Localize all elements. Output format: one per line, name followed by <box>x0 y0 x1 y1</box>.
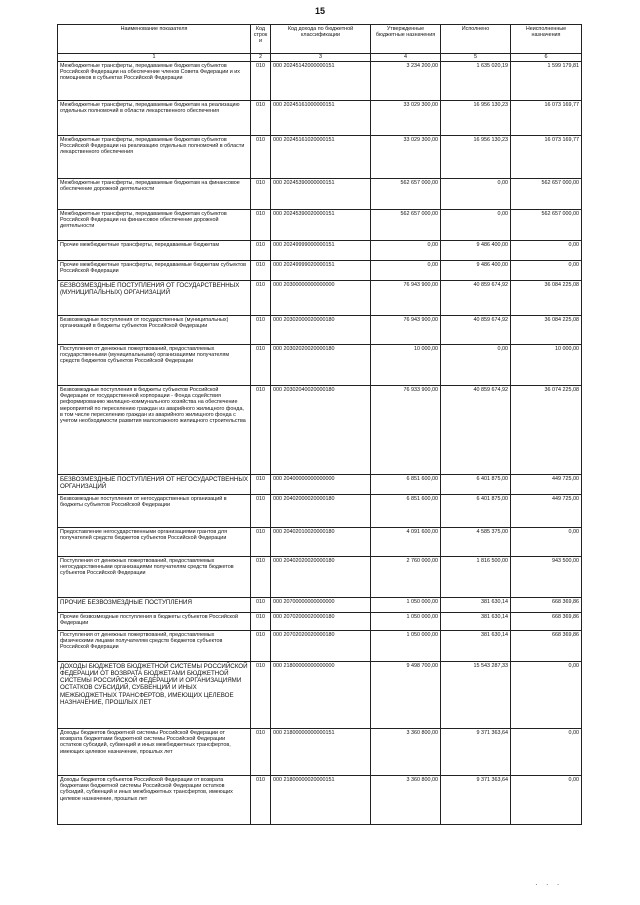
row-unexecuted: 449 725,00 <box>511 475 582 495</box>
table-row <box>58 613 582 631</box>
row-approved: 3 234 200,00 <box>371 62 441 101</box>
row-approved: 76 943 900,00 <box>371 316 441 345</box>
table-row <box>58 62 582 101</box>
row-name: Доходы бюджетов субъектов Российской Федерации от возврата бюджетами бюджетной системы Российской Федерации остатков субсидий, субвенций и иных межбюджетных трансфертов, имеющих целевое назначение, прошлых лет <box>58 776 251 825</box>
row-executed: 40 859 674,92 <box>441 386 511 475</box>
row-kbk: 000 20302000020000180 <box>271 316 371 345</box>
row-executed: 4 585 375,00 <box>441 528 511 557</box>
row-name: Межбюджетные трансферты, передаваемые бюджетам субъектов Российской Федерации на обеспечение членов Совета Федерации и их помощников в субъектах Российской Федерации <box>58 62 251 101</box>
row-code: 010 <box>251 662 271 729</box>
row-kbk: 000 20402020020000180 <box>271 557 371 598</box>
row-kbk: 000 20245390000000151 <box>271 179 371 210</box>
row-executed: 40 859 674,92 <box>441 281 511 316</box>
header-executed: Исполнено <box>441 25 511 54</box>
row-kbk: 000 20245390020000151 <box>271 210 371 241</box>
table-row <box>58 136 582 179</box>
table-row <box>58 776 582 825</box>
row-executed: 1 816 500,00 <box>441 557 511 598</box>
row-unexecuted: 10 000,00 <box>511 345 582 386</box>
row-name: Межбюджетные трансферты, передаваемые бюджетам субъектов Российской Федерации на реализацию отдельных полномочий в области лекарственного обеспечения <box>58 136 251 179</box>
col-num-6: 6 <box>511 54 582 62</box>
row-unexecuted: 668 369,86 <box>511 631 582 662</box>
row-executed: 6 401 875,00 <box>441 495 511 528</box>
table-row <box>58 631 582 662</box>
row-code: 010 <box>251 345 271 386</box>
table-body <box>58 62 582 825</box>
row-unexecuted: 562 657 000,00 <box>511 179 582 210</box>
row-unexecuted: 0,00 <box>511 776 582 825</box>
row-approved: 0,00 <box>371 261 441 281</box>
row-executed: 381 630,14 <box>441 598 511 613</box>
table-row <box>58 281 582 316</box>
row-approved: 76 933 900,00 <box>371 386 441 475</box>
row-kbk: 000 20245142000000151 <box>271 62 371 101</box>
row-kbk: 000 20702020020000180 <box>271 631 371 662</box>
row-name: БЕЗВОЗМЕЗДНЫЕ ПОСТУПЛЕНИЯ ОТ ГОСУДАРСТВЕННЫХ (МУНИЦИПАЛЬНЫХ) ОРГАНИЗАЦИЙ <box>58 281 251 316</box>
row-name: Безвозмездные поступления в бюджеты субъектов Российской Федерации от государственной корпорации - Фонда содействия реформированию жилищно-коммунального хозяйства на обеспечение мероприятий по переселению граждан из аварийного жилищного фонда, в том числе переселению граждан из аварийного жилищного фонда с учетом необходимости развития малоэтажного жилищного строительства <box>58 386 251 475</box>
row-kbk: 000 21800000000000000 <box>271 662 371 729</box>
row-executed: 0,00 <box>441 179 511 210</box>
row-unexecuted: 36 084 225,08 <box>511 316 582 345</box>
row-code: 010 <box>251 557 271 598</box>
row-executed: 381 630,14 <box>441 631 511 662</box>
row-unexecuted: 0,00 <box>511 729 582 776</box>
table-row <box>58 475 582 495</box>
row-unexecuted: 943 500,00 <box>511 557 582 598</box>
row-code: 010 <box>251 613 271 631</box>
row-code: 010 <box>251 528 271 557</box>
row-approved: 1 050 000,00 <box>371 631 441 662</box>
table-row <box>58 557 582 598</box>
table-row <box>58 528 582 557</box>
row-unexecuted: 16 073 169,77 <box>511 101 582 136</box>
col-num-5: 5 <box>441 54 511 62</box>
row-approved: 3 360 800,00 <box>371 776 441 825</box>
row-unexecuted: 36 084 225,08 <box>511 281 582 316</box>
row-unexecuted: 562 657 000,00 <box>511 210 582 241</box>
row-approved: 76 943 900,00 <box>371 281 441 316</box>
row-name: Безвозмездные поступления от негосударственных организаций в бюджеты субъектов Российской Федерации <box>58 495 251 528</box>
row-name: Межбюджетные трансферты, передаваемые бюджетам на финансовое обеспечение дорожной деятельности <box>58 179 251 210</box>
row-unexecuted: 668 369,86 <box>511 598 582 613</box>
row-executed: 15 543 287,33 <box>441 662 511 729</box>
row-code: 010 <box>251 241 271 261</box>
row-executed: 6 401 875,00 <box>441 475 511 495</box>
header-row <box>58 25 582 54</box>
row-kbk: 000 20302020020000180 <box>271 345 371 386</box>
row-approved: 9 498 700,00 <box>371 662 441 729</box>
row-code: 010 <box>251 495 271 528</box>
header-name: Наименование показателя <box>58 25 251 54</box>
row-approved: 10 000,00 <box>371 345 441 386</box>
row-kbk: 000 20700000000000000 <box>271 598 371 613</box>
table-row <box>58 662 582 729</box>
table-row <box>58 101 582 136</box>
row-approved: 6 851 600,00 <box>371 495 441 528</box>
row-unexecuted: 1 599 179,81 <box>511 62 582 101</box>
row-name: ДОХОДЫ БЮДЖЕТОВ БЮДЖЕТНОЙ СИСТЕМЫ РОССИЙСКОЙ ФЕДЕРАЦИИ ОТ ВОЗВРАТА БЮДЖЕТАМИ БЮДЖЕТНОЙ СИСТЕМЫ РОССИЙСКОЙ ФЕДЕРАЦИИ И ОРГАНИЗАЦИЯМИ ОСТАТКОВ СУБСИДИЙ, СУБВЕНЦИЙ И ИНЫХ МЕЖБЮДЖЕТНЫХ ТРАНСФЕРТОВ, ИМЕЮЩИХ ЦЕЛЕВОЕ НАЗНАЧЕНИЕ, ПРОШЛЫХ ЛЕТ <box>58 662 251 729</box>
row-executed: 0,00 <box>441 345 511 386</box>
table-row <box>58 386 582 475</box>
col-num-1: 1 <box>58 54 251 62</box>
table-row <box>58 179 582 210</box>
row-unexecuted: 0,00 <box>511 528 582 557</box>
row-unexecuted: 0,00 <box>511 261 582 281</box>
row-code: 010 <box>251 729 271 776</box>
row-kbk: 000 21800000000000151 <box>271 729 371 776</box>
row-executed: 9 371 363,64 <box>441 729 511 776</box>
row-kbk: 000 21800000020000151 <box>271 776 371 825</box>
table-row <box>58 729 582 776</box>
row-name: Прочие безвозмездные поступления в бюджеты субъектов Российской Федерации <box>58 613 251 631</box>
row-name: Межбюджетные трансферты, передаваемые бюджетам субъектов Российской Федерации на финансовое обеспечение дорожной деятельности <box>58 210 251 241</box>
row-code: 010 <box>251 281 271 316</box>
row-approved: 1 050 000,00 <box>371 613 441 631</box>
row-code: 010 <box>251 776 271 825</box>
row-name: Безвозмездные поступления от государственных (муниципальных) организаций в бюджеты субъектов Российской Федерации <box>58 316 251 345</box>
row-approved: 2 760 000,00 <box>371 557 441 598</box>
row-approved: 1 050 000,00 <box>371 598 441 613</box>
row-code: 010 <box>251 386 271 475</box>
header-unexecuted: Неисполненные назначения <box>511 25 582 54</box>
row-kbk: 000 20249999020000151 <box>271 261 371 281</box>
row-unexecuted: 0,00 <box>511 241 582 261</box>
row-code: 010 <box>251 261 271 281</box>
row-name: ПРОЧИЕ БЕЗВОЗМЕЗДНЫЕ ПОСТУПЛЕНИЯ <box>58 598 251 613</box>
row-kbk: 000 20302040020000180 <box>271 386 371 475</box>
col-num-4: 4 <box>371 54 441 62</box>
table-row <box>58 210 582 241</box>
page-number: 15 <box>314 6 325 16</box>
row-unexecuted: 0,00 <box>511 662 582 729</box>
table-row <box>58 345 582 386</box>
row-code: 010 <box>251 631 271 662</box>
row-approved: 33 029 300,00 <box>371 136 441 179</box>
row-executed: 16 956 130,23 <box>441 101 511 136</box>
row-kbk: 000 20249999000000151 <box>271 241 371 261</box>
row-approved: 6 851 600,00 <box>371 475 441 495</box>
row-executed: 9 486 400,00 <box>441 261 511 281</box>
row-code: 010 <box>251 179 271 210</box>
row-executed: 381 630,14 <box>441 613 511 631</box>
row-kbk: 000 20400000000000000 <box>271 475 371 495</box>
row-kbk: 000 20402000020000180 <box>271 495 371 528</box>
table-row <box>58 241 582 261</box>
row-executed: 16 956 130,23 <box>441 136 511 179</box>
table-row <box>58 316 582 345</box>
row-kbk: 000 20245161020000151 <box>271 136 371 179</box>
row-unexecuted: 668 369,86 <box>511 613 582 631</box>
row-executed: 40 859 674,92 <box>441 316 511 345</box>
row-approved: 3 360 800,00 <box>371 729 441 776</box>
row-name: Поступления от денежных пожертвований, предоставляемых государственными (муниципальными) организациями получателям средств бюджетов субъектов Российской Федерации <box>58 345 251 386</box>
scan-marks: · · · <box>535 880 563 889</box>
row-kbk: 000 20245161000000151 <box>271 101 371 136</box>
col-num-2: 2 <box>251 54 271 62</box>
row-name: Межбюджетные трансферты, передаваемые бюджетам на реализацию отдельных полномочий в области лекарственного обеспечения <box>58 101 251 136</box>
row-code: 010 <box>251 210 271 241</box>
row-code: 010 <box>251 475 271 495</box>
row-name: Поступления от денежных пожертвований, предоставляемых негосударственными организациями получателям средств бюджетов субъектов Российской Федерации <box>58 557 251 598</box>
row-name: Прочие межбюджетные трансферты, передаваемые бюджетам субъектов Российской Федерации <box>58 261 251 281</box>
row-name: Прочие межбюджетные трансферты, передаваемые бюджетам <box>58 241 251 261</box>
table-row <box>58 598 582 613</box>
row-kbk: 000 20402010020000180 <box>271 528 371 557</box>
row-executed: 0,00 <box>441 210 511 241</box>
row-code: 010 <box>251 316 271 345</box>
row-unexecuted: 449 725,00 <box>511 495 582 528</box>
row-executed: 9 486 400,00 <box>441 241 511 261</box>
row-approved: 4 091 600,00 <box>371 528 441 557</box>
row-approved: 33 029 300,00 <box>371 101 441 136</box>
row-name: БЕЗВОЗМЕЗДНЫЕ ПОСТУПЛЕНИЯ ОТ НЕГОСУДАРСТВЕННЫХ ОРГАНИЗАЦИЙ <box>58 475 251 495</box>
row-kbk: 000 20702000020000180 <box>271 613 371 631</box>
table-row <box>58 495 582 528</box>
revenue-table <box>57 24 582 825</box>
row-executed: 9 371 363,64 <box>441 776 511 825</box>
col-num-3: 3 <box>271 54 371 62</box>
row-name: Поступления от денежных пожертвований, предоставляемых физическими лицами получателям средств бюджетов субъектов Российской Федерации <box>58 631 251 662</box>
row-code: 010 <box>251 136 271 179</box>
row-approved: 562 657 000,00 <box>371 179 441 210</box>
row-executed: 1 635 020,19 <box>441 62 511 101</box>
row-code: 010 <box>251 598 271 613</box>
row-unexecuted: 36 074 225,08 <box>511 386 582 475</box>
header-kbk: Код дохода по бюджетной классификации <box>271 25 371 54</box>
row-code: 010 <box>251 62 271 101</box>
column-number-row <box>58 54 582 62</box>
row-name: Предоставление негосударственными организациями грантов для получателей средств бюджетов субъектов Российской Федерации <box>58 528 251 557</box>
row-code: 010 <box>251 101 271 136</box>
row-unexecuted: 16 073 169,77 <box>511 136 582 179</box>
row-kbk: 000 20300000000000000 <box>271 281 371 316</box>
row-name: Доходы бюджетов бюджетной системы Российской Федерации от возврата бюджетами бюджетной системы Российской Федерации остатков субсидий, субвенций и иных межбюджетных трансфертов, имеющих целевое назначение, прошлых лет <box>58 729 251 776</box>
table-row <box>58 261 582 281</box>
row-approved: 0,00 <box>371 241 441 261</box>
header-approved: Утвержденные бюджетные назначения <box>371 25 441 54</box>
row-approved: 562 657 000,00 <box>371 210 441 241</box>
header-code: Код строки <box>251 25 271 54</box>
